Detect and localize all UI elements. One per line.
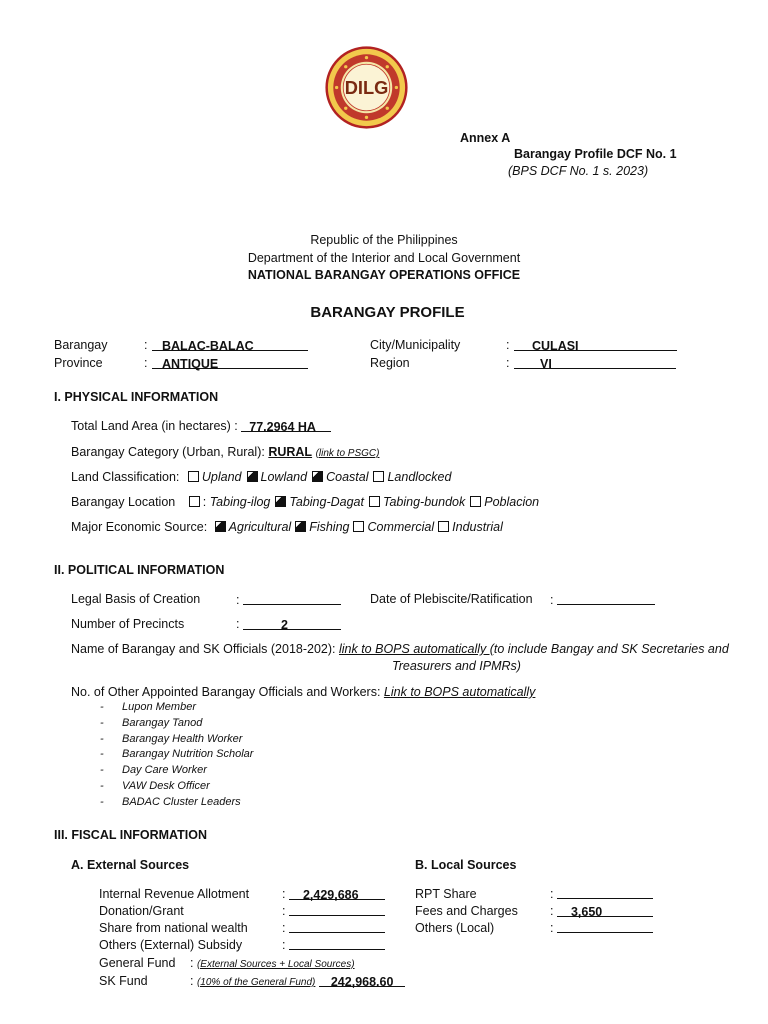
barangay-label: Barangay [54, 338, 108, 352]
plebiscite-label: Date of Plebiscite/Ratification [370, 592, 533, 606]
category-label: Barangay Category (Urban, Rural): [71, 445, 265, 459]
fiscal-heading: III. FISCAL INFORMATION [54, 828, 208, 842]
external-source-value[interactable] [289, 904, 385, 916]
colon: : [282, 904, 289, 918]
colon: : [144, 356, 148, 370]
republic-line: Republic of the Philippines [310, 233, 458, 247]
province-value: ANTIQUE [152, 357, 308, 369]
external-source-field[interactable] [282, 904, 385, 918]
political-heading: II. POLITICAL INFORMATION [54, 563, 225, 577]
form-reference: (BPS DCF No. 1 s. 2023) [508, 164, 649, 178]
land-classification-row [71, 470, 451, 484]
local-source-value[interactable] [557, 921, 653, 933]
colon: : [202, 495, 210, 509]
external-source-label: Internal Revenue Allotment [99, 887, 250, 901]
appointed-officials-list [100, 700, 253, 811]
list-item: - Day Care Worker [100, 763, 253, 779]
checkbox[interactable] [188, 471, 199, 482]
checkbox-label: Poblacion [484, 495, 540, 509]
local-source-label: RPT Share [415, 887, 477, 901]
local-source-label: Fees and Charges [415, 904, 518, 918]
category-value: RURAL [268, 445, 313, 459]
precincts-value: 2 [243, 618, 341, 630]
checkbox[interactable] [438, 521, 449, 532]
city-field [514, 338, 677, 352]
checkbox[interactable] [369, 496, 380, 507]
checkbox[interactable] [215, 521, 226, 532]
sk-fund-label: SK Fund [99, 974, 148, 988]
external-source-field[interactable] [282, 938, 385, 952]
list-item: - Lupon Member [100, 700, 253, 716]
list-item: - BADAC Cluster Leaders [100, 795, 253, 811]
officials-link[interactable]: link to BOPS automatically ( [338, 642, 494, 656]
colon: : [282, 887, 289, 901]
land-area-row [71, 419, 331, 433]
land-class-upland[interactable] [188, 470, 242, 484]
external-source-field[interactable] [282, 921, 385, 935]
colon: : [282, 938, 289, 952]
local-source-value: 3,650 [557, 905, 653, 917]
physical-heading: I. PHYSICAL INFORMATION [54, 390, 219, 404]
barangay-value: BALAC-BALAC [152, 339, 308, 351]
land-class-landlocked[interactable] [373, 470, 451, 484]
sk-fund-value: 242,968.60 [319, 975, 405, 987]
colon: : [550, 921, 557, 935]
external-source-label: Donation/Grant [99, 904, 184, 918]
local-source-field [550, 904, 653, 918]
officials-label: Name of Barangay and SK Officials (2018-202): [71, 642, 336, 656]
region-label: Region [370, 356, 410, 370]
local-sources-heading: B. Local Sources [415, 858, 517, 872]
checkbox-label: Lowland [260, 470, 308, 484]
region-field [514, 356, 676, 370]
page-title: BARANGAY PROFILE [310, 304, 465, 321]
sk-fund-note: (10% of the General Fund) [196, 977, 316, 988]
checkbox-label: Tabing-bundok [382, 495, 466, 509]
colon: : [190, 956, 194, 970]
economic-source-commercial[interactable] [353, 520, 434, 534]
economic-source-options [211, 520, 503, 534]
checkbox[interactable] [275, 496, 286, 507]
location-tabing-ilog[interactable] [189, 495, 271, 509]
general-fund-note: (External Sources + Local Sources) [196, 959, 355, 970]
checkbox[interactable] [312, 471, 323, 482]
appointed-link[interactable]: Link to BOPS automatically [383, 685, 536, 699]
form-number: Barangay Profile DCF No. 1 [514, 147, 677, 161]
external-source-value[interactable] [289, 921, 385, 933]
svg-text:DILG: DILG [344, 77, 389, 99]
land-class-lowland[interactable] [247, 470, 308, 484]
checkbox-label: Coastal [326, 470, 369, 484]
checkbox[interactable] [373, 471, 384, 482]
colon: : [144, 338, 148, 352]
colon: : [236, 617, 240, 631]
checkbox-label: Upland [201, 470, 242, 484]
general-fund-field [190, 956, 355, 970]
list-item: - VAW Desk Officer [100, 779, 253, 795]
city-label: City/Municipality [370, 338, 461, 352]
province-field [152, 356, 308, 370]
external-source-value: 2,429,686 [289, 888, 385, 900]
officials-row [71, 642, 729, 656]
precincts-label: Number of Precincts [71, 617, 185, 631]
list-item: - Barangay Tanod [100, 716, 253, 732]
colon: : [550, 593, 554, 607]
location-tabing-dagat[interactable] [275, 495, 364, 509]
plebiscite-field[interactable] [550, 592, 655, 607]
land-area-label: Total Land Area (in hectares) : [71, 419, 238, 433]
economic-source-fishing[interactable] [295, 520, 349, 534]
checkbox[interactable] [470, 496, 481, 507]
appointed-label: No. of Other Appointed Barangay Officials and Workers: [71, 685, 381, 699]
colon: : [282, 921, 289, 935]
colon: : [190, 974, 194, 988]
legal-basis-blank[interactable] [243, 592, 341, 605]
checkbox-label: Tabing-Dagat [289, 495, 364, 509]
annex-label: Annex A [460, 131, 511, 145]
local-source-label: Others (Local) [415, 921, 495, 935]
province-label: Province [54, 356, 103, 370]
location-tabing-bundok[interactable] [369, 495, 465, 509]
category-row [71, 445, 379, 459]
checkbox[interactable] [353, 521, 364, 532]
appointed-row [71, 685, 535, 699]
officials-note: to include Bangay and SK Secretaries and [493, 642, 729, 656]
barangay-location-row [71, 495, 539, 509]
land-area-value: 77.2964 HA [241, 420, 331, 432]
local-source-field[interactable] [550, 921, 653, 935]
external-source-value[interactable] [289, 938, 385, 950]
land-classification-options [183, 470, 452, 484]
checkbox[interactable] [189, 496, 200, 507]
checkbox-label: Industrial [452, 520, 503, 534]
checkbox-label: Landlocked [387, 470, 452, 484]
checkbox-label: Agricultural [228, 520, 292, 534]
barangay-location-options [179, 495, 539, 509]
dilg-seal-logo [325, 46, 408, 129]
plebiscite-blank[interactable] [557, 592, 655, 605]
local-source-field[interactable] [550, 887, 653, 901]
legal-basis-label: Legal Basis of Creation [71, 592, 201, 606]
local-source-value[interactable] [557, 887, 653, 899]
office-line: NATIONAL BARANGAY OPERATIONS OFFICE [247, 268, 521, 282]
department-line: Department of the Interior and Local Government [247, 251, 521, 265]
barangay-field [152, 338, 308, 352]
location-poblacion[interactable] [470, 495, 539, 509]
economic-source-row [71, 520, 503, 534]
colon: : [550, 887, 557, 901]
colon: : [506, 356, 510, 370]
economic-source-industrial[interactable] [438, 520, 503, 534]
city-value: CULASI [514, 339, 677, 351]
external-source-label: Others (External) Subsidy [99, 938, 243, 952]
land-class-coastal[interactable] [312, 470, 368, 484]
checkbox-label: Tabing-ilog [209, 495, 271, 509]
colon: : [236, 593, 240, 607]
sk-fund-field [190, 974, 405, 988]
list-item: - Barangay Nutrition Scholar [100, 747, 253, 763]
external-sources-heading: A. External Sources [71, 858, 190, 872]
officials-note-cont: Treasurers and IPMRs) [392, 659, 521, 673]
list-item: - Barangay Health Worker [100, 732, 253, 748]
checkbox[interactable] [247, 471, 258, 482]
colon: : [550, 904, 557, 918]
region-value: VI [514, 357, 676, 369]
economic-source-agricultural[interactable] [215, 520, 292, 534]
precincts-field [236, 617, 341, 631]
psgc-link[interactable]: (link to PSGC) [315, 448, 380, 459]
checkbox-label: Commercial [367, 520, 435, 534]
external-source-label: Share from national wealth [99, 921, 248, 935]
legal-basis-field[interactable] [236, 592, 341, 607]
checkbox-label: Fishing [309, 520, 350, 534]
general-fund-label: General Fund [99, 956, 176, 970]
economic-source-label: Major Economic Source: [71, 520, 208, 534]
external-source-field [282, 887, 385, 901]
land-classification-label: Land Classification: [71, 470, 180, 484]
barangay-location-label: Barangay Location [71, 495, 176, 509]
colon: : [506, 338, 510, 352]
checkbox[interactable] [295, 521, 306, 532]
